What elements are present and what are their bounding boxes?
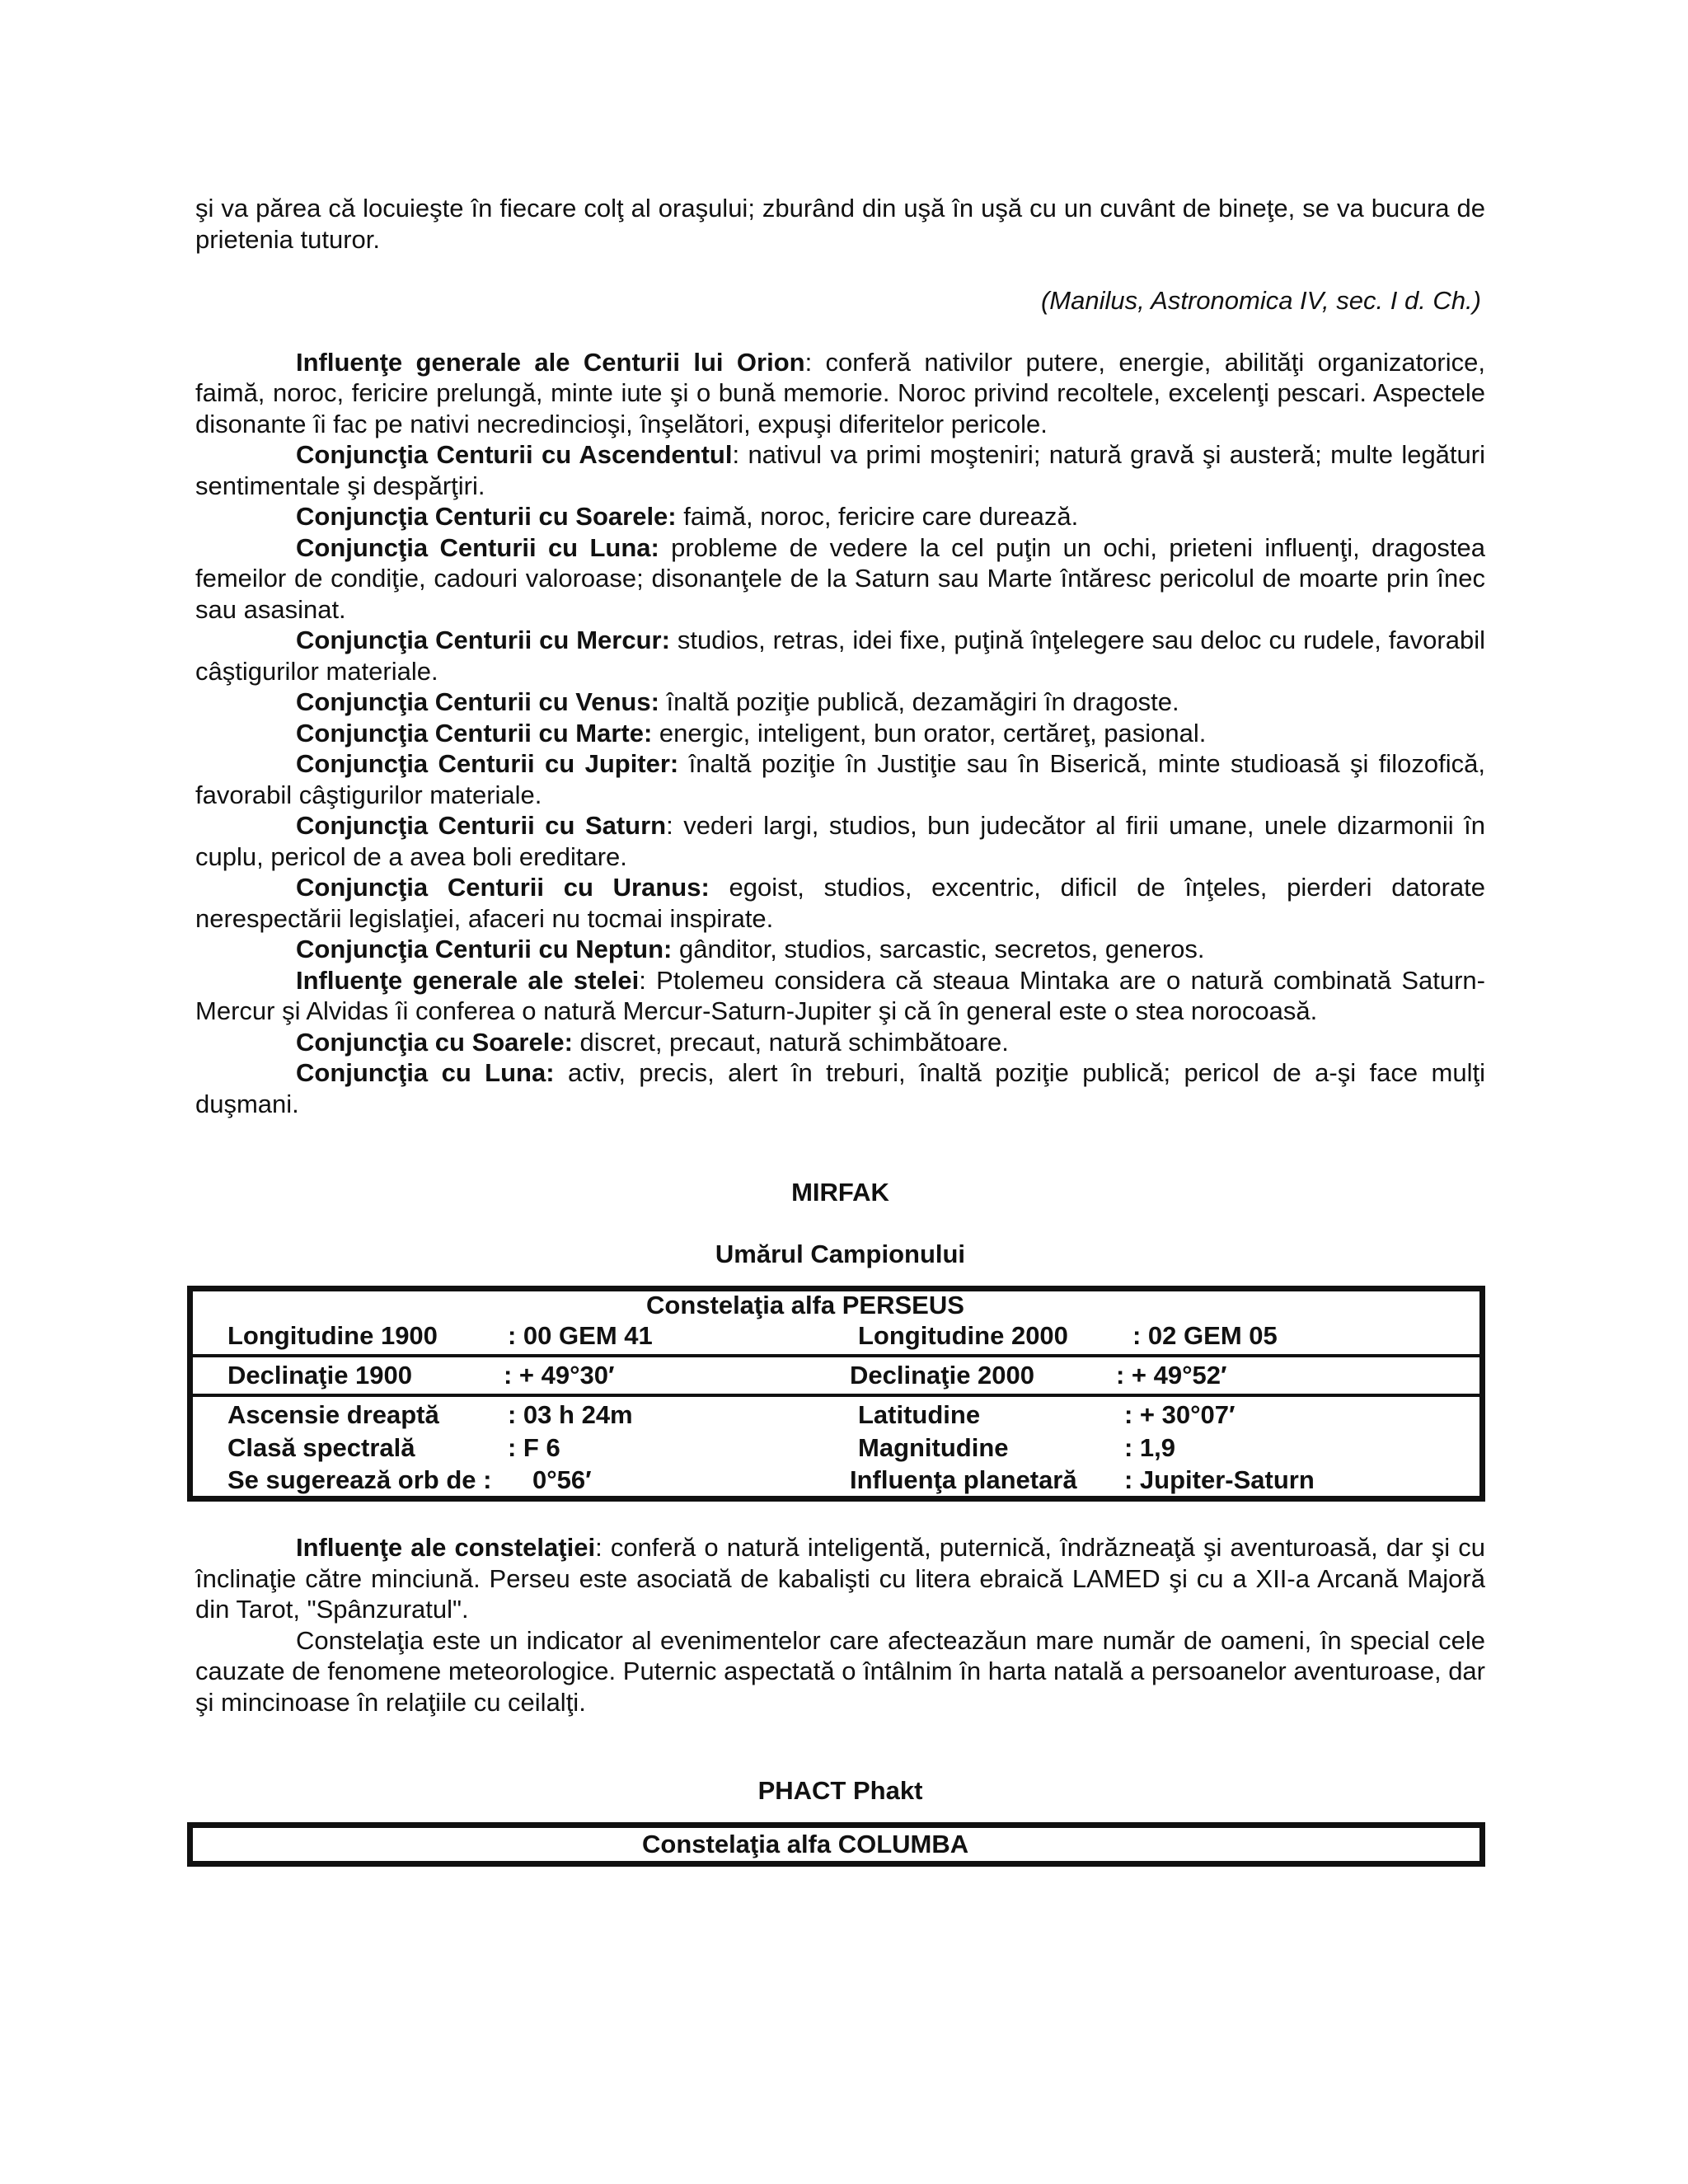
spectral-class-value: : F 6 [508,1433,560,1462]
longitude-2000-label: Longitudine 2000 [858,1321,1068,1350]
magnitude-value: : 1,9 [1124,1433,1176,1462]
star-subtitle-mirfak: Umărul Campionului [715,1240,966,1268]
orion-paragraph: Conjuncţia Centurii cu Saturn: vederi largi, studios, bun judecător al firii umane, unele dizarmonii în cuplu, pericol de a avea boli ereditare. [195,811,1485,871]
orion-paragraph: Conjuncţia Centurii cu Neptun: gânditor, studios, sarcastic, secretos, generos. [296,935,1205,963]
star-title-phact: PHACT Phakt [757,1776,923,1805]
star-title-mirfak: MIRFAK [791,1178,889,1207]
document-page [195,193,1485,1867]
phact-data-table [187,1822,1485,1867]
table-divider [193,1394,1479,1397]
orion-paragraph: Conjuncţia Centurii cu Uranus: egoist, studios, excentric, dificil de înţeles, pierderi datorate nerespectării legislaţiei, afaceri nu tocmai inspirate. [195,873,1485,933]
orion-paragraph: Influenţe generale ale Centurii lui Orion: conferă nativilor putere, energie, abilităţi organizatorice, faimă, noroc, fericire prelungă, minte iute şi o bună memorie. Noroc privind recoltele, excelenţi pescari. Aspectele disonante îi fac pe nativi necredincioşi, înşelători, expuşi diferitelor pericole. [195,347,1485,438]
right-ascension-label: Ascensie dreaptă [227,1400,439,1429]
declination-2000-value: : + 49°52′ [1116,1361,1227,1390]
latitude-value: : + 30°07′ [1124,1400,1236,1429]
orion-section [195,347,1485,1120]
declination-1900-label: Declinaţie 1900 [227,1361,413,1390]
constellation-label: Constelaţia alfa COLUMBA [642,1830,969,1858]
spectral-class-label: Clasă spectrală [227,1433,415,1462]
orion-paragraph: Conjuncţia Centurii cu Venus: înaltă poziţie publică, dezamăgiri în dragoste. [296,687,1179,716]
orion-paragraph: Conjuncţia Centurii cu Ascendentul: nativul va primi moşteniri; natură gravă şi austeră; multe legături sentimentale şi despărţiri. [195,440,1485,500]
mirfak-paragraph: Influenţe ale constelaţiei: conferă o natură inteligentă, puternică, îndrăzneaţă şi aventuroasă, dar şi cu înclinaţie către minciună. Perseu este asociată de kabalişti cu litera ebraică LAMED şi cu a XII-a Arcană Majoră din Tarot, "Spânzuratul". [195,1533,1486,1624]
orion-paragraph: Conjuncţia Centurii cu Soarele: faimă, noroc, fericire care durează. [296,502,1079,531]
orion-paragraph: Conjuncţia Centurii cu Luna: probleme de vedere la cel puţin un ochi, prieteni influenţi, dragostea femeilor de condiţie, cadouri valoroase; disonanţele de la Saturn sau Marte întăresc pericolul de moarte prin înec sau asasinat. [195,532,1486,624]
planetary-influence-label: Influenţa planetară [850,1465,1077,1494]
declination-2000-label: Declinaţie 2000 [850,1361,1035,1390]
constellation-label: Constelaţia alfa PERSEUS [646,1291,964,1319]
declination-1900-value: : + 49°30′ [504,1361,615,1390]
orb-label: Se sugerează orb de : [227,1465,492,1494]
orion-paragraph: Conjuncţia Centurii cu Mercur: studios, retras, idei fixe, puţină înţelegere sau deloc cu rudele, favorabil câştigurilor materiale. [195,626,1485,686]
orion-paragraph: Conjuncţia Centurii cu Jupiter: înaltă poziţie în Justiţie sau în Biserică, minte studioasă şi filozofică, favorabil câştigurilor materiale. [195,749,1486,809]
mirfak-data-table [187,1286,1485,1502]
orb-value: 0°56′ [532,1465,592,1494]
longitude-1900-label: Longitudine 1900 [227,1321,438,1350]
orion-paragraph: Conjuncţia cu Luna: activ, precis, alert în treburi, înaltă poziţie publică; pericol de a-şi face mulţi duşmani. [195,1058,1486,1118]
orion-paragraph: Conjuncţia cu Soarele: discret, precaut, natură schimbătoare. [296,1027,1009,1057]
latitude-label: Latitudine [858,1400,981,1429]
longitude-2000-value: : 02 GEM 05 [1132,1321,1278,1350]
mirfak-paragraph: Constelaţia este un indicator al evenimentelor care afecteazăun mare număr de oameni, în special cele cauzate de fenomene meteorologice. Puternic aspectată o întâlnim în harta natală a persoanelor aventuroase, dar şi mincinoase în relaţiile cu ceilalţi. [195,1625,1485,1717]
citation: (Manilus, Astronomica IV, sec. I d. Ch.) [1040,286,1481,315]
longitude-1900-value: : 00 GEM 41 [508,1321,653,1350]
orion-paragraph: Conjuncţia Centurii cu Marte: energic, inteligent, bun orator, certăreţ, pasional. [296,718,1207,748]
orion-paragraph: Influenţe generale ale stelei: Ptolemeu considera că steaua Mintaka are o natură combinată Saturn-Mercur şi Alvidas îi conferea o natură Mercur-Saturn-Jupiter şi că în general este o stea norocoasă. [195,965,1485,1025]
planetary-influence-value: : Jupiter-Saturn [1124,1465,1315,1494]
table-divider [193,1354,1479,1357]
right-ascension-value: : 03 h 24m [508,1400,633,1429]
intro-paragraph: şi va părea că locuieşte în fiecare colţ al oraşului; zburând din uşă în uşă cu un cuvânt de bineţe, se va bucura de prietenia tuturor. [195,194,1485,254]
magnitude-label: Magnitudine [858,1433,1009,1462]
